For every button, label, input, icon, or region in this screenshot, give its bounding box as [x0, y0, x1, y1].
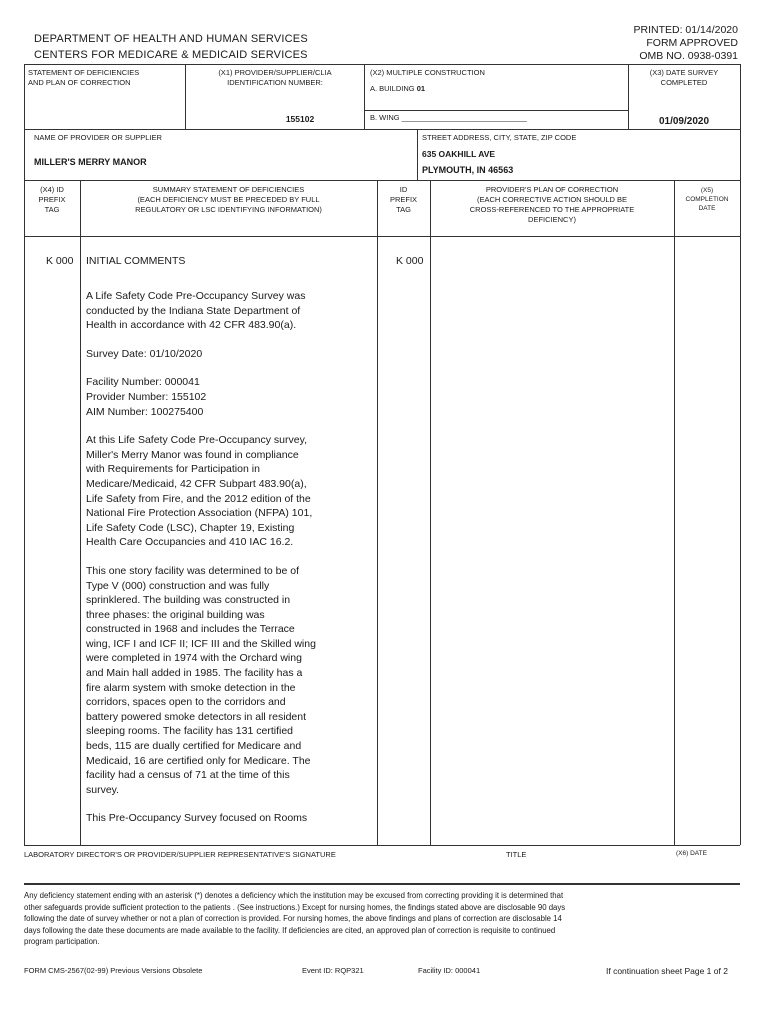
- id-header: [377, 185, 430, 215]
- provider-name-label: NAME OF PROVIDER OR SUPPLIER: [34, 133, 162, 142]
- plan-header-line: CROSS-REFERENCED TO THE APPROPRIATE: [469, 205, 635, 214]
- divider: [24, 236, 740, 237]
- tag-right: K 000: [396, 255, 424, 267]
- divider: [674, 180, 675, 845]
- building-line: [370, 84, 425, 94]
- x4-header: [24, 185, 80, 215]
- divider: [24, 129, 740, 130]
- department-title: [34, 33, 308, 62]
- plan-header-line: PROVIDER'S PLAN OF CORRECTION: [485, 185, 619, 194]
- x4-header-line: TAG: [44, 205, 60, 214]
- building-label: A. BUILDING: [370, 84, 415, 93]
- divider: [364, 110, 628, 111]
- director-signature-label: LABORATORY DIRECTOR'S OR PROVIDER/SUPPLIER REPRESENTATIVE'S SIGNATURE: [24, 850, 336, 859]
- id-header-line: TAG: [396, 205, 411, 214]
- x4-header-line: PREFIX: [38, 195, 66, 204]
- divider: [80, 180, 81, 845]
- plan-header-line: DEFICIENCY): [528, 215, 576, 224]
- survey-completed-date: 01/09/2020: [658, 116, 710, 127]
- form-meta: [634, 24, 738, 63]
- comments-body: [86, 289, 374, 840]
- x5-header-line: (X5): [700, 187, 714, 194]
- divider: [24, 64, 740, 65]
- summary-header-line: (EACH DEFICIENCY MUST BE PRECEDED BY FULL: [137, 195, 320, 204]
- comment-paragraph: At this Life Safety Code Pre-Occupancy survey, Miller's Merry Manor was found in compliance with Requirements for Participation in Medicare/Medicaid, 42 CFR Subpart 483.90(a), Life Safety from Fire, and the 2012 edition of the National Fire Protection Association (NFPA) 101, Life Safety Code (LSC), Chapter 19, Existing Health Care Occupancies and 410 IAC 16.2.: [86, 434, 313, 549]
- omb-number: OMB NO. 0938-0391: [639, 50, 738, 62]
- id-header-line: PREFIX: [389, 195, 418, 204]
- comment-paragraph: A Life Safety Code Pre-Occupancy Survey was conducted by the Indiana State Department of Health in accordance with 42 CFR 483.90(a).: [86, 290, 306, 332]
- disclosure-footnote: Any deficiency statement ending with an asterisk (*) denotes a deficiency which the institution may be excused from correcting providing it is determined that other safeguards provide sufficient protection to the patients . (See instructions.) Except for nursing homes, the findings stated above are disclosable 90 days following the date of survey whether or not a plan of correction is provided. For nursing homes, the above findings and plans of correction are disclosable 14 days following the date these documents are made available to the facility. If deficiencies are cited, an approved plan of correction is requisite to continued program participation.: [24, 891, 566, 946]
- summary-header-line: SUMMARY STATEMENT OF DEFICIENCIES: [152, 185, 305, 194]
- x3-label-line: (X3) DATE SURVEY: [649, 68, 719, 77]
- continuation-page: If continuation sheet Page 1 of 2: [606, 966, 728, 976]
- x2-label: (X2) MULTIPLE CONSTRUCTION: [370, 68, 485, 77]
- statement-label-line: AND PLAN OF CORRECTION: [28, 78, 131, 87]
- x1-label-line: (X1) PROVIDER/SUPPLIER/CLIA: [218, 68, 332, 77]
- signature-date-label: (X6) DATE: [676, 850, 707, 857]
- statement-label-line: STATEMENT OF DEFICIENCIES: [28, 68, 140, 77]
- divider: [430, 180, 431, 845]
- street-address: 635 OAKHILL AVE: [422, 149, 496, 159]
- plan-header: [430, 185, 674, 225]
- divider: [24, 883, 740, 885]
- statement-label: [28, 68, 139, 88]
- department-line-2: CENTERS FOR MEDICARE & MEDICAID SERVICES: [34, 49, 308, 61]
- comment-paragraph: Facility Number: 000041 Provider Number: 155102 AIM Number: 100275400: [86, 376, 207, 418]
- divider: [24, 180, 740, 181]
- form-approved: FORM APPROVED: [646, 37, 738, 49]
- printed-date: PRINTED: 01/14/2020: [633, 24, 738, 36]
- provider-id-number: 155102: [285, 114, 315, 124]
- x3-label: [628, 68, 740, 88]
- form-number: FORM CMS-2567(02-99) Previous Versions Obsolete: [24, 966, 203, 975]
- divider: [24, 64, 25, 845]
- comment-paragraph: This one story facility was determined to be of Type V (000) construction and was fully sprinklered. The building was constructed in three phases: the original building was constructed in 1968 and includes the Terrace wing, ICF I and ICF II; ICF III and the Skilled wing were completed in 1974 with the Orchard wing and Main hall added in 1985. The facility has a fire alarm system with smoke detection in the corridors, spaces open to the corridors and battery powered smoke detectors in all resident sleeping rooms. The facility has 131 certified beds, 115 are dually certified for Medicare and Medicaid, 16 are certified only for Medicare. The facility had a census of 71 at the time of this survey.: [86, 564, 316, 796]
- tag-left: K 000: [46, 255, 74, 267]
- provider-name: MILLER'S MERRY MANOR: [34, 157, 147, 167]
- address-label: STREET ADDRESS, CITY, STATE, ZIP CODE: [422, 133, 577, 142]
- title-label: TITLE: [506, 850, 527, 859]
- wing-label: B. WING ______________________________: [370, 113, 527, 122]
- city-state-zip: PLYMOUTH, IN 46563: [422, 165, 514, 175]
- comment-paragraph: Survey Date: 01/10/2020: [86, 347, 203, 360]
- department-line-1: DEPARTMENT OF HEALTH AND HUMAN SERVICES: [34, 33, 308, 45]
- x1-label-line: IDENTIFICATION NUMBER:: [227, 78, 323, 87]
- x5-header: [674, 186, 740, 213]
- building-value: 01: [416, 84, 426, 93]
- divider: [377, 180, 378, 845]
- summary-header-line: REGULATORY OR LSC IDENTIFYING INFORMATION): [135, 205, 322, 214]
- plan-header-line: (EACH CORRECTIVE ACTION SHOULD BE: [476, 195, 628, 204]
- divider: [740, 64, 741, 845]
- divider: [24, 845, 740, 846]
- divider: [417, 129, 418, 180]
- facility-id: Facility ID: 000041: [418, 966, 481, 975]
- comment-paragraph: This Pre-Occupancy Survey focused on Rooms: [86, 812, 308, 825]
- id-header-line: ID: [399, 185, 408, 194]
- x3-label-line: COMPLETED: [660, 78, 708, 87]
- x5-header-line: DATE: [698, 205, 716, 212]
- x5-header-line: COMPLETION: [685, 196, 729, 203]
- summary-header: [80, 185, 377, 215]
- event-id: Event ID: RQP321: [302, 966, 364, 975]
- x1-label: [186, 68, 364, 88]
- section-heading: INITIAL COMMENTS: [86, 255, 186, 267]
- x4-header-line: (X4) ID: [40, 185, 64, 194]
